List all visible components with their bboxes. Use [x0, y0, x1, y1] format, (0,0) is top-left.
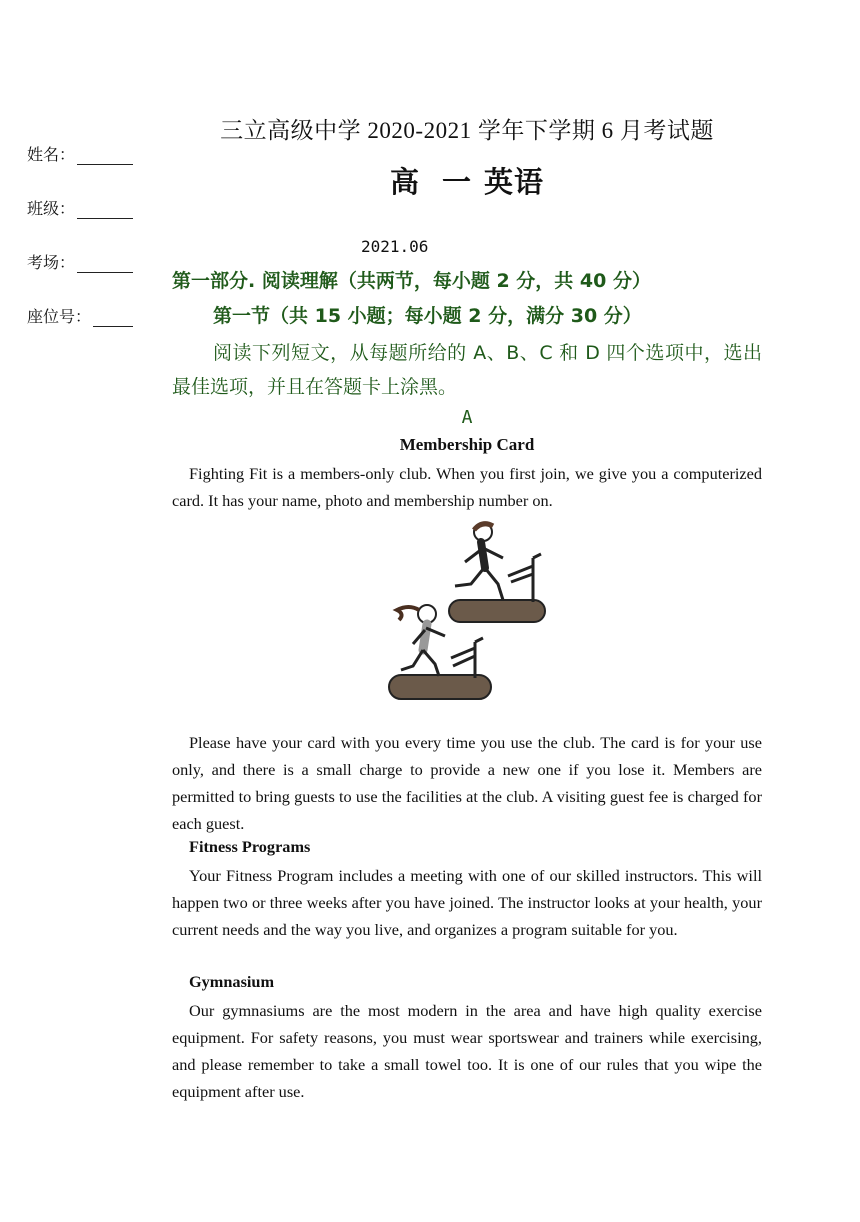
class-label: 班级：: [27, 199, 76, 218]
exam-room-blank: [77, 258, 133, 273]
seat-number-label: 座位号：: [27, 307, 92, 326]
gymnasium-paragraph: Our gymnasiums are the most modern in the area and have high quality exercise equipment. For safety reasons, you must wear sportswear and trainers while exercising, and please remember to take a small towel too. It is one of our rules that you wipe the equipment after use.: [172, 1001, 762, 1101]
exam-title: 三立高级中学 2020-2021 学年下学期 6 月考试题: [220, 118, 714, 143]
treadmill-illustration: [383, 518, 553, 708]
subject-part-3: 英语: [484, 167, 545, 199]
subject-part-1: 高: [389, 167, 420, 199]
passage-title: Membership Card: [399, 435, 535, 454]
section-one-heading: 第一节（共 15 小题；每小题 2 分，满分 30 分）: [213, 305, 642, 327]
exam-room-label: 考场：: [27, 253, 76, 272]
instructions: 阅读下列短文，从每题所给的 A、B、C 和 D 四个选项中，选出最佳选项，并且在答题卡上涂黑。: [172, 342, 762, 398]
card-paragraph: Please have your card with you every time you use the club. The card is for your use only, and there is a small charge to provide a new one if you lose it. Members are permitted to bring guests to use the facilities at the club. A visiting guest fee is charged for each guest.: [172, 733, 762, 833]
subject-part-2: 一: [441, 167, 472, 199]
treadmill-runners-icon: [383, 518, 553, 708]
subject-title: [0, 160, 860, 201]
intro-paragraph: Fighting Fit is a members-only club. When you first join, we give you a computerized card. It has your name, photo and membership number on.: [172, 464, 762, 510]
seat-number-field: [27, 304, 133, 327]
exam-room-field: [27, 250, 133, 273]
seat-number-blank: [93, 312, 133, 327]
part-one-heading: 第一部分. 阅读理解（共两节，每小题 2 分，共 40 分）: [172, 270, 651, 292]
class-blank: [77, 204, 133, 219]
fitness-programs-heading: Fitness Programs: [189, 837, 311, 856]
fitness-paragraph: Your Fitness Program includes a meeting with one of our skilled instructors. This will happen two or three weeks after you have joined. The instructor looks at your health, your current needs and the way you live, and organizes a program suitable for you.: [172, 866, 762, 939]
name-label: 姓名：: [27, 145, 76, 164]
gymnasium-heading: Gymnasium: [189, 972, 275, 991]
exam-date: 2021.06: [361, 237, 429, 256]
passage-letter: A: [461, 407, 473, 428]
